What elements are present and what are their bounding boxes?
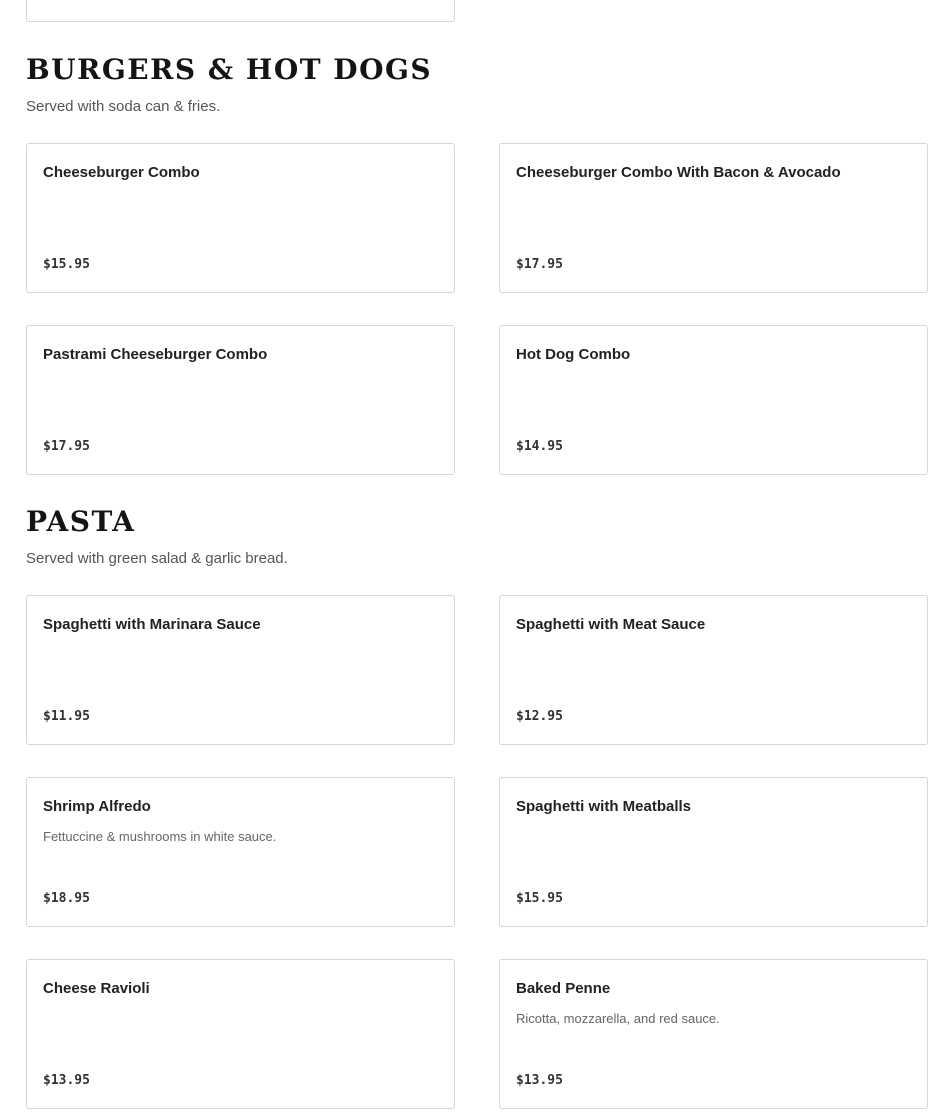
item-price: $18.95 <box>43 891 90 906</box>
item-price: $15.95 <box>43 257 90 272</box>
item-name: Spaghetti with Meatballs <box>516 798 692 815</box>
item-price: $17.95 <box>43 439 90 454</box>
menu-item-card[interactable] <box>499 777 928 927</box>
section-title-pasta: PASTA <box>26 505 136 538</box>
item-price: $11.95 <box>43 709 90 724</box>
item-price: $13.95 <box>516 1073 563 1088</box>
item-price: $14.95 <box>516 439 563 454</box>
item-price: $12.95 <box>516 709 563 724</box>
item-name: Cheeseburger Combo With Bacon & Avocado <box>516 164 841 181</box>
menu-item-card[interactable] <box>499 595 928 745</box>
item-price: $13.95 <box>43 1073 90 1088</box>
item-price: $15.95 <box>516 891 563 906</box>
item-name: Shrimp Alfredo <box>43 798 151 815</box>
item-description: Ricotta, mozzarella, and red sauce. <box>516 1011 720 1026</box>
item-name: Spaghetti with Meat Sauce <box>516 616 706 633</box>
menu-item-card[interactable] <box>499 143 928 293</box>
item-name: Spaghetti with Marinara Sauce <box>43 616 261 633</box>
section-subtitle-burgers: Served with soda can & fries. <box>26 98 221 115</box>
menu-item-card[interactable] <box>499 325 928 475</box>
menu-item-card[interactable] <box>26 325 455 475</box>
menu-item-card-partial[interactable] <box>26 0 455 22</box>
menu-item-card[interactable] <box>26 595 455 745</box>
item-price <box>43 0 51 1</box>
item-name: Cheeseburger Combo <box>43 164 200 181</box>
item-name: Pastrami Cheeseburger Combo <box>43 346 268 363</box>
item-name: Cheese Ravioli <box>43 980 150 997</box>
menu-item-card[interactable] <box>26 143 455 293</box>
menu-item-card[interactable] <box>26 777 455 927</box>
item-name: Baked Penne <box>516 980 611 997</box>
item-name: Hot Dog Combo <box>516 346 631 363</box>
menu-item-card[interactable] <box>26 959 455 1109</box>
item-price: $17.95 <box>516 257 563 272</box>
menu-item-card[interactable] <box>499 959 928 1109</box>
item-description: Fettuccine & mushrooms in white sauce. <box>43 829 277 844</box>
section-subtitle-pasta: Served with green salad & garlic bread. <box>26 550 288 567</box>
section-title-burgers: BURGERS & HOT DOGS <box>26 53 433 86</box>
